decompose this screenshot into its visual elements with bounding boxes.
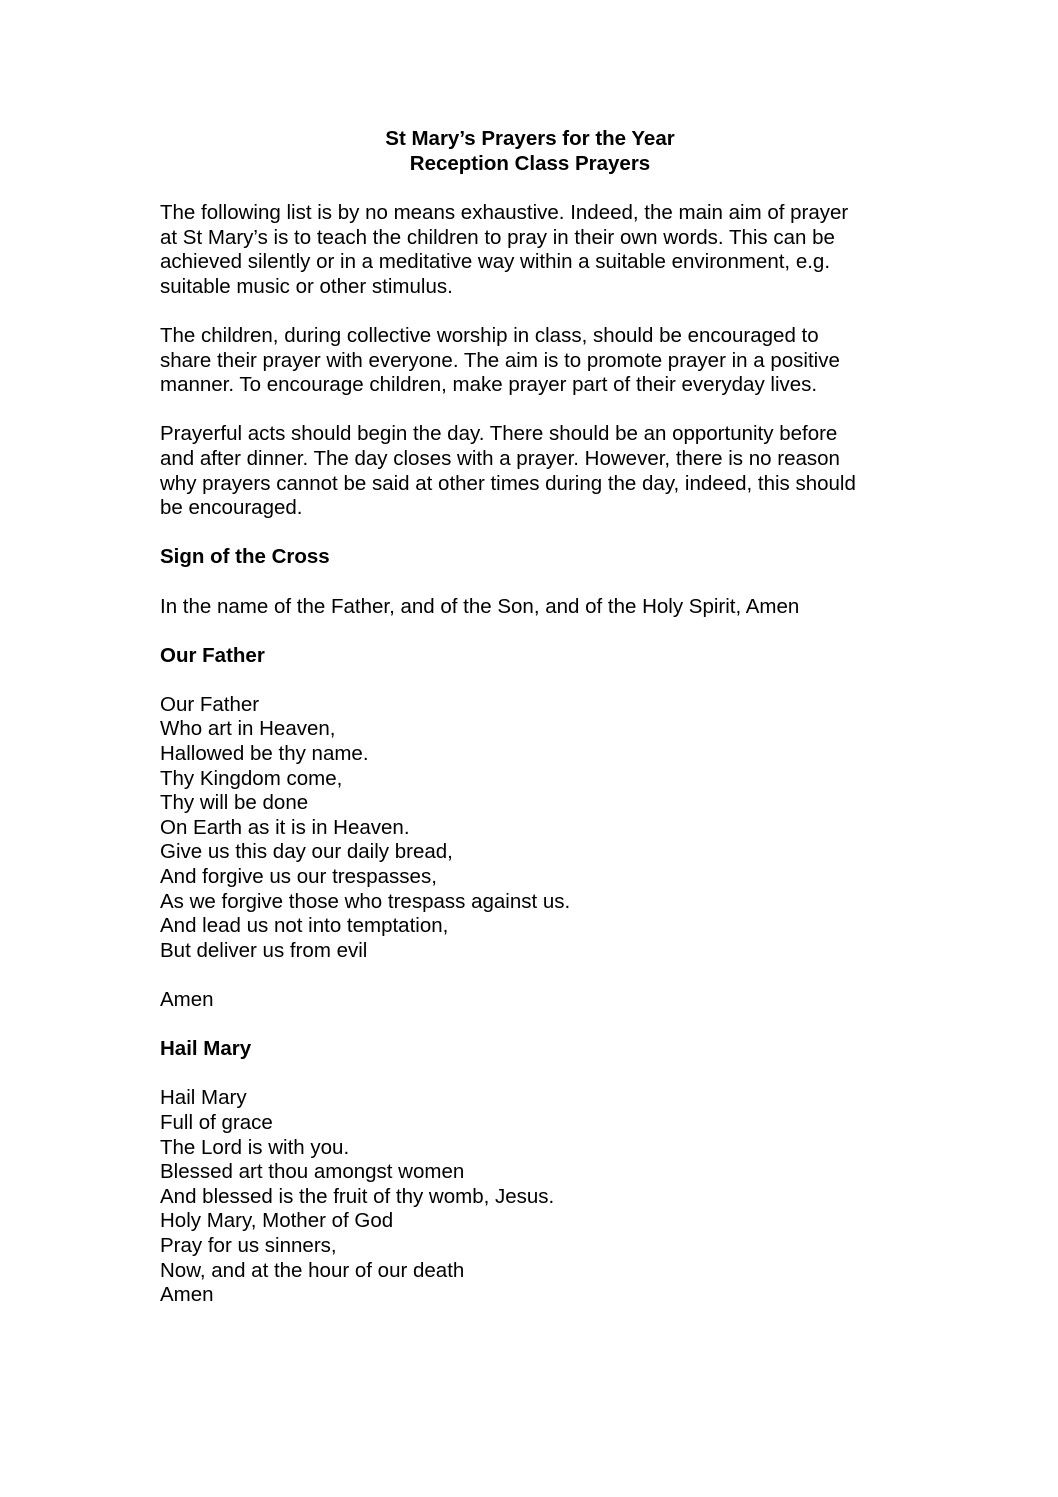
sign-of-cross-heading: Sign of the Cross [160,545,330,569]
hail-mary-heading: Hail Mary [160,1037,252,1061]
our-father-heading: Our Father [160,643,265,667]
text-line: manner. To encourage children, make prayer part of their everyday lives. [160,373,818,397]
text-line: and after dinner. The day closes with a prayer. However, there is no reason [160,446,840,470]
prayer-line: The Lord is with you. [160,1135,350,1159]
prayer-line: Blessed art thou amongst women [160,1160,465,1184]
text-line: suitable music or other stimulus. [160,274,453,298]
prayer-line-final [160,1259,900,1308]
prayer-line: And blessed is the fruit of thy womb, Jesus. [160,1184,555,1208]
hail-mary-prayer [160,1086,900,1307]
text-line: at St Mary’s is to teach the children to pray in their own words. This can be [160,225,835,249]
text-line: why prayers cannot be said at other times during the day, indeed, this should [160,471,856,495]
text-line: The following list is by no means exhaustive. Indeed, the main aim of prayer [160,201,849,224]
document-title [160,127,900,176]
prayer-line: Holy Mary, Mother of God [160,1209,394,1233]
prayer-line: On Earth as it is in Heaven. [160,815,410,839]
text-line: Prayerful acts should begin the day. There should be an opportunity before [160,422,838,446]
prayer-line: Thy will be done [160,791,309,815]
text-line: achieved silently or in a meditative way within a suitable environment, e.g. [160,250,831,274]
final-amen: Amen [160,1283,214,1307]
prayer-line: As we forgive those who trespass against us. [160,889,571,913]
title-line-1: St Mary’s Prayers for the Year [385,127,675,150]
prayer-line: And forgive us our trespasses, [160,865,437,889]
prayer-line: Thy Kingdom come, [160,766,343,790]
intro-paragraph-2 [160,324,900,398]
prayer-line: Our Father [160,692,260,716]
document-page [160,127,900,1308]
prayer-line: Hallowed be thy name. [160,742,369,766]
intro-paragraph-3 [160,422,900,520]
prayer-line: But deliver us from evil [160,938,368,962]
final-line-text: Now, and at the hour of our death [160,1258,465,1282]
prayer-line: Full of grace [160,1110,273,1134]
prayer-line: Pray for us sinners, [160,1233,337,1257]
intro-paragraph-1 [160,201,900,299]
title-line-2: Reception Class Prayers [409,151,651,175]
text-line: be encouraged. [160,496,303,520]
prayer-line: Who art in Heaven, [160,717,336,741]
prayer-line: Hail Mary [160,1086,247,1110]
our-father-prayer [160,693,900,964]
our-father-amen: Amen [160,988,214,1011]
text-line: share their prayer with everyone. The aim is to promote prayer in a positive [160,348,840,372]
text-line: The children, during collective worship in class, should be encouraged to [160,323,819,347]
prayer-line: Give us this day our daily bread, [160,840,453,864]
sign-of-cross-text: In the name of the Father, and of the Son, and of the Holy Spirit, Amen [160,594,800,618]
prayer-line: And lead us not into temptation, [160,914,449,938]
